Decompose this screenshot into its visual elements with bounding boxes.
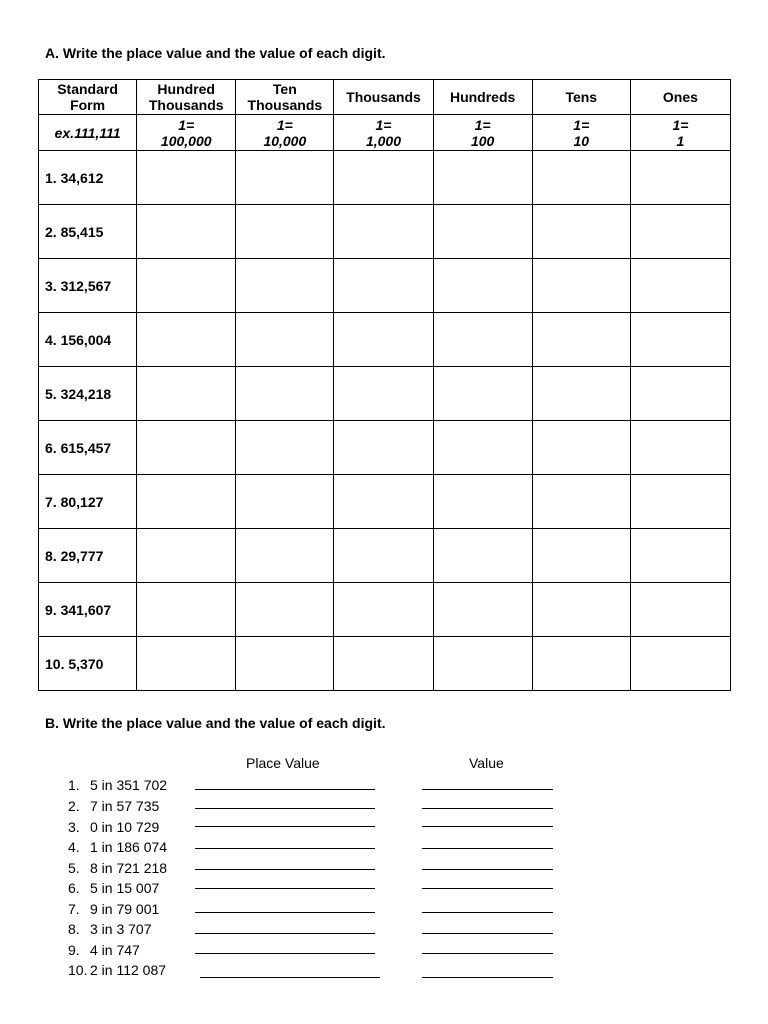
answer-cell[interactable] <box>137 151 236 205</box>
row-number-label: 8. 29,777 <box>39 529 137 583</box>
answer-cell[interactable] <box>334 475 433 529</box>
answer-cell[interactable] <box>433 637 532 691</box>
answer-cell[interactable] <box>236 421 334 475</box>
item-number: 8. <box>68 921 80 937</box>
answer-cell[interactable] <box>137 205 236 259</box>
answer-cell[interactable] <box>433 475 532 529</box>
header-hundreds: Hundreds <box>433 80 532 115</box>
list-item <box>68 920 152 938</box>
list-item <box>68 859 167 877</box>
list-item <box>68 818 159 836</box>
answer-cell[interactable] <box>433 583 532 637</box>
place-value-answer-line[interactable] <box>195 869 375 870</box>
answer-cell[interactable] <box>630 367 730 421</box>
table-row <box>39 421 731 475</box>
place-value-column-heading: Place Value <box>246 755 320 771</box>
item-number: 5. <box>68 860 80 876</box>
table-header-row <box>39 80 731 115</box>
list-item <box>68 961 166 979</box>
answer-cell[interactable] <box>630 205 730 259</box>
header-standard-form: Standard Form <box>39 80 137 115</box>
item-text: 4 in 747 <box>90 942 140 958</box>
value-answer-line[interactable] <box>422 977 553 978</box>
table-row <box>39 151 731 205</box>
item-text: 5 in 15 007 <box>90 880 160 896</box>
header-ones: Ones <box>630 80 730 115</box>
part-a-heading: A. Write the place value and the value of each digit. <box>45 45 386 61</box>
example-thousands: 1= 1,000 <box>334 115 433 151</box>
row-number-label: 1. 34,612 <box>39 151 137 205</box>
answer-cell[interactable] <box>433 205 532 259</box>
answer-cell[interactable] <box>236 475 334 529</box>
answer-cell[interactable] <box>236 259 334 313</box>
header-thousands: Thousands <box>334 80 433 115</box>
item-number: 10. <box>68 962 88 978</box>
item-text: 2 in 112 087 <box>90 962 167 978</box>
header-ten-thousands: Ten Thousands <box>236 80 334 115</box>
table-row <box>39 205 731 259</box>
item-number: 1. <box>68 777 80 793</box>
item-number: 6. <box>68 880 80 896</box>
answer-cell[interactable] <box>137 637 236 691</box>
answer-cell[interactable] <box>334 313 433 367</box>
answer-cell[interactable] <box>236 637 334 691</box>
place-value-answer-line[interactable] <box>200 977 380 978</box>
answer-cell[interactable] <box>433 421 532 475</box>
answer-cell[interactable] <box>630 421 730 475</box>
answer-cell[interactable] <box>630 583 730 637</box>
list-item <box>68 879 159 897</box>
answer-cell[interactable] <box>532 151 630 205</box>
item-number: 7. <box>68 901 80 917</box>
row-number-label: 7. 80,127 <box>39 475 137 529</box>
table-row <box>39 475 731 529</box>
value-answer-line[interactable] <box>422 789 553 790</box>
answer-cell[interactable] <box>334 637 433 691</box>
answer-cell[interactable] <box>334 421 433 475</box>
list-item <box>68 797 159 815</box>
answer-cell[interactable] <box>236 313 334 367</box>
example-ones: 1= 1 <box>630 115 730 151</box>
answer-cell[interactable] <box>532 475 630 529</box>
example-hundred-thousands: 1= 100,000 <box>137 115 236 151</box>
row-number-label: 3. 312,567 <box>39 259 137 313</box>
answer-cell[interactable] <box>433 313 532 367</box>
table-row <box>39 529 731 583</box>
example-tens: 1= 10 <box>532 115 630 151</box>
answer-cell[interactable] <box>137 367 236 421</box>
place-value-answer-line[interactable] <box>195 888 375 889</box>
item-text: 5 in 351 702 <box>90 777 168 793</box>
place-value-answer-line[interactable] <box>195 808 375 809</box>
header-tens: Tens <box>532 80 630 115</box>
place-value-table <box>38 79 731 691</box>
table-row <box>39 367 731 421</box>
item-text: 3 in 3 707 <box>90 921 152 937</box>
answer-cell[interactable] <box>236 205 334 259</box>
answer-cell[interactable] <box>532 313 630 367</box>
value-answer-line[interactable] <box>422 912 553 913</box>
table-row <box>39 583 731 637</box>
value-column-heading: Value <box>469 755 504 771</box>
place-value-answer-line[interactable] <box>195 912 375 913</box>
example-ten-thousands: 1= 10,000 <box>236 115 334 151</box>
value-answer-line[interactable] <box>422 808 553 809</box>
item-text: 8 in 721 218 <box>90 860 168 876</box>
answer-cell[interactable] <box>137 529 236 583</box>
answer-cell[interactable] <box>334 583 433 637</box>
example-standard: ex.111,111 <box>39 115 137 151</box>
value-answer-line[interactable] <box>422 933 553 934</box>
answer-cell[interactable] <box>433 151 532 205</box>
item-number: 2. <box>68 798 80 814</box>
item-text: 1 in 186 074 <box>90 839 168 855</box>
list-item <box>68 838 167 856</box>
item-number: 4. <box>68 839 80 855</box>
item-text: 9 in 79 001 <box>90 901 160 917</box>
item-number: 3. <box>68 819 80 835</box>
answer-cell[interactable] <box>630 475 730 529</box>
answer-cell[interactable] <box>532 259 630 313</box>
answer-cell[interactable] <box>236 151 334 205</box>
header-hundred-thousands: Hundred Thousands <box>137 80 236 115</box>
example-row <box>39 115 731 151</box>
answer-cell[interactable] <box>630 529 730 583</box>
answer-cell[interactable] <box>433 259 532 313</box>
row-number-label: 10. 5,370 <box>39 637 137 691</box>
answer-cell[interactable] <box>137 583 236 637</box>
part-b-heading: B. Write the place value and the value of each digit. <box>45 715 386 731</box>
answer-cell[interactable] <box>236 367 334 421</box>
answer-cell[interactable] <box>532 529 630 583</box>
table-row <box>39 313 731 367</box>
item-number: 9. <box>68 942 80 958</box>
answer-cell[interactable] <box>334 259 433 313</box>
table-row <box>39 637 731 691</box>
table-row <box>39 259 731 313</box>
answer-cell[interactable] <box>532 637 630 691</box>
answer-cell[interactable] <box>334 367 433 421</box>
answer-cell[interactable] <box>532 367 630 421</box>
answer-cell[interactable] <box>137 475 236 529</box>
answer-cell[interactable] <box>630 151 730 205</box>
place-value-answer-line[interactable] <box>195 953 375 954</box>
answer-cell[interactable] <box>334 151 433 205</box>
list-item <box>68 900 159 918</box>
answer-cell[interactable] <box>532 421 630 475</box>
example-hundreds: 1= 100 <box>433 115 532 151</box>
row-number-label: 9. 341,607 <box>39 583 137 637</box>
answer-cell[interactable] <box>630 637 730 691</box>
answer-cell[interactable] <box>630 313 730 367</box>
place-value-answer-line[interactable] <box>195 826 375 827</box>
list-item <box>68 941 140 959</box>
value-answer-line[interactable] <box>422 953 553 954</box>
answer-cell[interactable] <box>137 313 236 367</box>
list-item <box>68 776 167 794</box>
answer-cell[interactable] <box>334 205 433 259</box>
answer-cell[interactable] <box>137 259 236 313</box>
answer-cell[interactable] <box>236 583 334 637</box>
answer-cell[interactable] <box>532 583 630 637</box>
answer-cell[interactable] <box>433 367 532 421</box>
answer-cell[interactable] <box>137 421 236 475</box>
value-answer-line[interactable] <box>422 888 553 889</box>
answer-cell[interactable] <box>433 529 532 583</box>
place-value-answer-line[interactable] <box>195 789 375 790</box>
value-answer-line[interactable] <box>422 869 553 870</box>
answer-cell[interactable] <box>532 205 630 259</box>
row-number-label: 2. 85,415 <box>39 205 137 259</box>
value-answer-line[interactable] <box>422 848 553 849</box>
row-number-label: 6. 615,457 <box>39 421 137 475</box>
answer-cell[interactable] <box>236 529 334 583</box>
answer-cell[interactable] <box>334 529 433 583</box>
value-answer-line[interactable] <box>422 826 553 827</box>
item-text: 7 in 57 735 <box>90 798 160 814</box>
item-text: 0 in 10 729 <box>90 819 160 835</box>
answer-cell[interactable] <box>630 259 730 313</box>
place-value-answer-line[interactable] <box>195 933 375 934</box>
row-number-label: 5. 324,218 <box>39 367 137 421</box>
row-number-label: 4. 156,004 <box>39 313 137 367</box>
place-value-answer-line[interactable] <box>195 848 375 849</box>
